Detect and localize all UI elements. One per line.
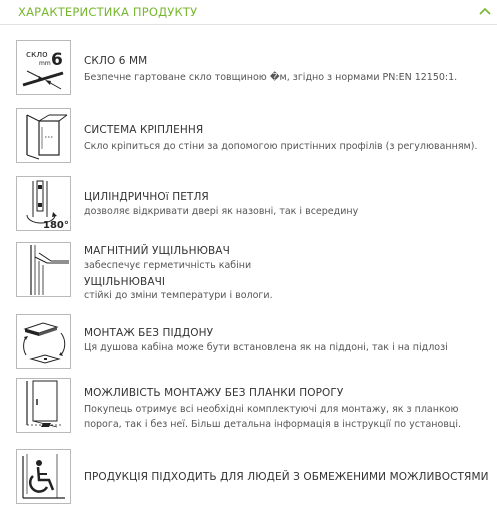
feature-subtitle: УЩІЛЬНЮВАЧІ [84, 276, 166, 288]
no-threshold-installation-icon [16, 378, 71, 433]
chevron-up-icon[interactable] [479, 7, 491, 15]
feature-description: Скло кріпиться до стіни за допомогою пристінних профілів (з регулюванням). [84, 141, 478, 152]
feature-description-secondary: стійкі до зміни температури і вологи. [84, 290, 273, 301]
feature-title: МАГНІТНИЙ УЩІЛЬНЮВАЧ [84, 245, 230, 257]
section-title: ХАРАКТЕРИСТИКА ПРОДУКТУ [18, 5, 198, 19]
cylindrical-hinge-icon [16, 176, 71, 231]
feature-description: забеспечує герметичність кабіни [84, 260, 252, 271]
feature-title: МОЖЛИВІСТЬ МОНТАЖУ БЕЗ ПЛАНКИ ПОРОГУ [84, 387, 344, 399]
glass-thickness-icon [16, 40, 71, 95]
feature-title: МОНТАЖ БЕЗ ПІДДОНУ [84, 327, 214, 339]
disabled-access-icon [16, 449, 71, 504]
no-tray-installation-icon [16, 314, 71, 369]
feature-description: Безпечне гартоване скло товщиною �м, згідно з нормами PN:EN 12150:1. [84, 72, 458, 83]
feature-title: СКЛО 6 ММ [84, 55, 148, 67]
feature-description: дозволяє відкривати двері як назовні, так і всередину [84, 206, 359, 217]
feature-description: Покупець отримує всі необхідні комплектуючі для монтажу, як з планкою порога, так і без неї. Більш детальна інформація в інструкції по установці. [84, 404, 462, 430]
feature-description: Ця душова кабіна може бути встановлена як на піддоні, так і на підлозі [84, 342, 448, 353]
icon-label-number: 6 [51, 50, 63, 70]
magnetic-seal-icon [16, 242, 71, 297]
icon-label-angle: 180° [43, 220, 69, 230]
mounting-system-icon [16, 108, 71, 163]
feature-title: СИСТЕМА КРІПЛЕННЯ [84, 124, 204, 136]
feature-title: ПРОДУКЦІЯ ПІДХОДИТЬ ДЛЯ ЛЮДЕЙ З ОБМЕЖЕНИМИ МОЖЛИВОСТЯМИ [84, 471, 489, 483]
icon-label-glass: скло [26, 50, 48, 60]
section-header[interactable] [0, 0, 497, 25]
icon-label-mm: mm [39, 60, 51, 67]
feature-title: ЦИЛІНДРИЧНОї ПЕТЛЯ [84, 191, 209, 203]
